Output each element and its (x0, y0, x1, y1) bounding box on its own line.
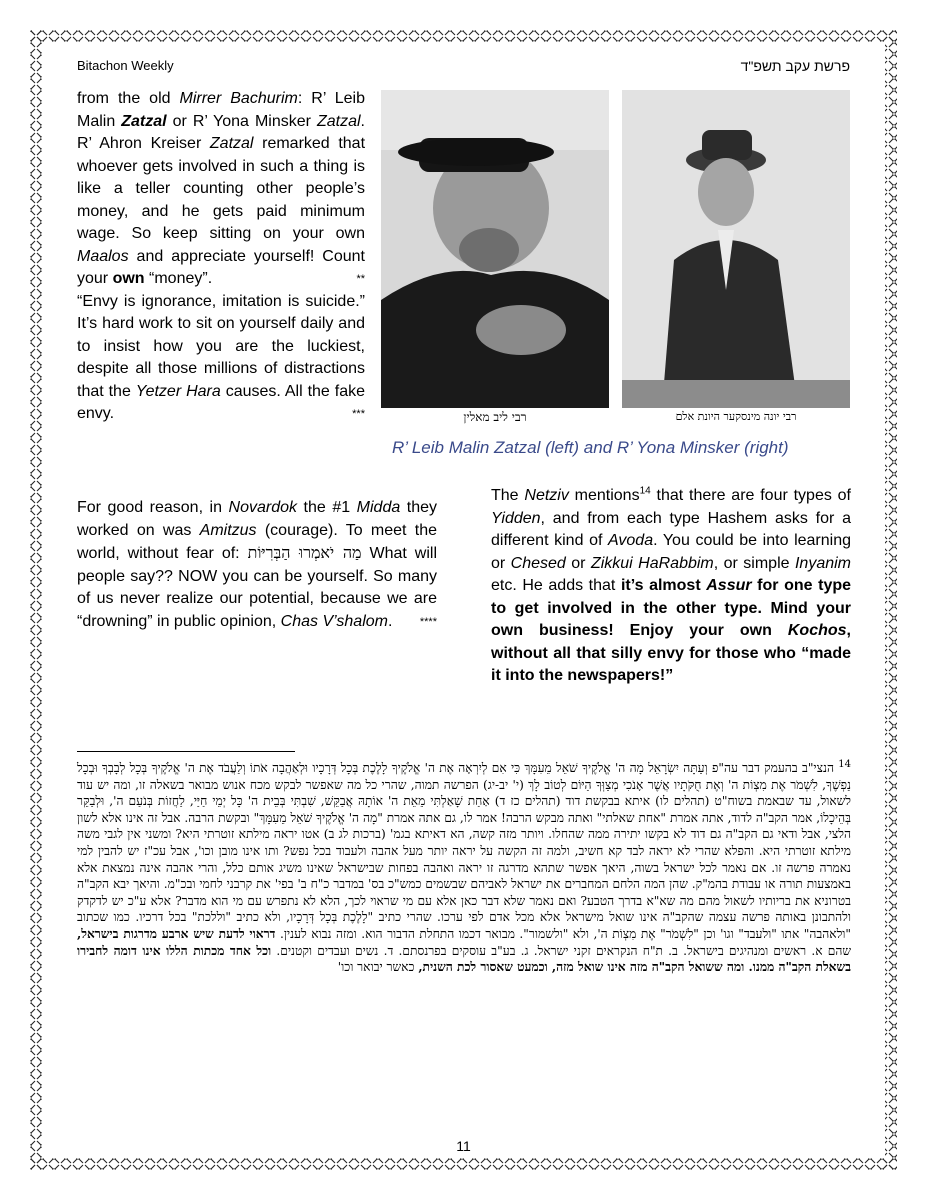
italic-term: Novardok (228, 499, 298, 516)
text-run: (courage). To meet the world, without fear of: (77, 521, 437, 562)
section-stars: **** (419, 615, 437, 628)
italic-term: Maalos (77, 247, 129, 265)
text-run: : R’ Leib Malin (77, 90, 365, 130)
text-run: or (565, 554, 591, 572)
text-run: causes. All the fake envy. (77, 382, 365, 422)
bold-italic-term: Assur (706, 577, 752, 594)
footnote-bold-text: דראוי לדעת שיש ארבע מדרגות בישראל, (77, 926, 276, 941)
text-run: . You could be into learning or (491, 532, 852, 572)
footnote-reference[interactable]: 14 (639, 485, 651, 497)
italic-term: Zatzal (121, 112, 167, 130)
page-number: 11 (456, 1138, 471, 1154)
italic-term: Avoda (608, 532, 654, 549)
italic-term: Midda (356, 499, 401, 516)
italic-term: Zikkui HaRabbim (590, 554, 714, 572)
footnote-bold-text: וכל אחד מכתות הללו אינו דומה לחבירו בשאלת הקב"ה ממנו. ומה ששואל הקב"ה מזה אינו שואל מזה, וכמעט שאסור לכת השנית, (77, 943, 851, 975)
text-run: the #1 (297, 499, 357, 516)
bold-term: own (112, 270, 145, 287)
bold-text: it’s almost (620, 577, 707, 594)
footnote-divider (77, 751, 295, 752)
paragraph (77, 291, 365, 426)
left-column-text (77, 88, 365, 426)
bold-italic-term: Kochos (787, 622, 847, 639)
footnote-text: שהם א. ראשים ומנהיגים בישראל. ב. ת"ח הנקראים זקני ישראל. ג. בע"ב עוסקים בפרנסתם. ד. נשים ועבדים וקטנים. (271, 943, 851, 958)
italic-term: Chesed (510, 554, 566, 572)
text-run: they worked on was (77, 499, 438, 539)
caption-right-hebrew: רבי יונה מינסקער היונת אלם (675, 410, 797, 423)
italic-term: Yetzer Hara (135, 382, 221, 400)
text-run: . R’ Ahron Kreiser (77, 112, 365, 152)
right-column-text (491, 485, 851, 688)
text-run: and appreciate yourself! Count your (77, 247, 365, 287)
text-run: For good reason, in (77, 499, 229, 516)
photo-rabbi-yona-minsker (622, 90, 850, 408)
portrait-illustration (622, 90, 850, 408)
caption-left-hebrew: רבי ליב מאלין (463, 410, 527, 424)
italic-term: Chas V’shalom (280, 612, 388, 630)
italic-term: Inyanim (794, 554, 852, 572)
text-run: remarked that whoever gets involved in such a thing is like a teller counting other people’s money, and he gets paid minimum wage. So keep sitting on your own (77, 135, 366, 242)
header-parsha-title: פרשת עקב תשפ"ד (740, 58, 850, 74)
footnote-text: כאשר יבואר וכו' (337, 960, 419, 975)
text-run: that there are four types of (650, 487, 852, 504)
footnote-14 (77, 760, 851, 976)
paragraph (77, 497, 437, 633)
italic-term: Zatzal (209, 135, 254, 152)
italic-term: Netziv (524, 487, 569, 504)
paragraph (491, 485, 851, 688)
text-run: . (387, 612, 393, 630)
text-run: What will people say?? NOW you can be yourself. So many of us never realize our potential, because we are “drowning” in public opinion, (77, 545, 438, 630)
text-run: etc. He adds that (491, 577, 621, 594)
text-run: or R’ Yona Minsker (166, 112, 317, 130)
header-publication-title: Bitachon Weekly (77, 58, 174, 73)
bold-text: , without all that silly envy for those who “made it into the newspapers!” (491, 622, 851, 684)
italic-term: Mirrer Bachurim (179, 90, 298, 107)
footnote-number: 14 (838, 758, 851, 770)
text-run: The (491, 487, 525, 504)
text-run: “Envy is ignorance, imitation is suicide.” It’s hard work to sit on yourself daily and to insist how you are the luckiest, despite all those millions of distractions that the (77, 292, 365, 400)
hebrew-quote: מַה יֹאמְרוּ הַבְּרִיּוֹת (247, 543, 362, 562)
text-run: from the old (77, 90, 180, 107)
text-run: mentions (568, 487, 640, 504)
text-run: , or simple (713, 554, 795, 572)
footnote-text: הנצי"ב בהעמק דבר עה"פ וְעַתָּה יִשְׂרָאֵל מָה ה' אֱלֹקֶיךָ שֹׁאֵל מֵעִמָּךְ כִּי אִם לְיִרְאָה אֶת ה' אֱלֹקֶיךָ לָלֶכֶת בְּכָל דְּרָכָיו וּלְאַהֲבָה אֹתוֹ וְלַעֲבֹד אֶת ה' אֱלֹקֶיךָ בְּכָל לְבָבְךָ וּבְכָל נַפְשֶׁךָ, לִשְׁמֹר אֶת מִצְוֹת ה' וְאֶת חֻקֹּתָיו אֲשֶׁר אָנֹכִי מְצַוְּךָ הַיּוֹם לְטוֹב לָךְ (י' יב-יג) הפרשה תמוה, שהרי כל מה שאפשר לבקש מכח אנוש מבואר בשאלה זו, ומה יש עוד לשאול, עד שבאמת בשוח"ט (תהלים לו) איתא בבקשת דוד (תהלים כז ד) אַחַת שָׁאַלְתִּי מֵאֵת ה' אוֹתָהּ אֲבַקֵּשׁ, שִׁבְתִּי בְּבֵית ה' כָּל יְמֵי חַיַּי, לַחֲזוֹת בְּנֹעַם ה', וּלְבַקֵּר בְּהֵיכָלוֹ, אמר הקב"ה לדוד, אתה אמרת "אחת שאלתי" ואתה מבקש הרבה! אמר לו, גם אתה אמרת "מָה ה' אֱלֹקֶיךָ שֹׁאֵל מֵעִמָּךְ" ובקשת הרבה. אבל זה אינו אלא לשון הלצי, אבל ודאי גם הקב"ה גם דוד לא בקשו יתירה ממה שהחלו. ויותר מזה קשה, הא דאיתא בגמ' (ברכות לג ב) אטו יראה מילתא זוטרתי היא? ומשני אין לגבי משה מילתא זוטרתי היא. והפלא שהרי לא יראה לבד קא חשיב, ולמה זה הקשה על יראה יותר מעל אהבה ולעבוד בכל נפש? ותו אינו מובן וכו', אבל עכ"ז יש להבין למי נאמרה פרשה זו. אם נאמר לכל ישראל בשוה, היאך אפשר שתהא מדרגה זו יראה ואהבה בפחות שבישראל שאינו משיג אותם כלל, והרי אהבה אינה נמצאת אלא באמצעות תורה או עבודת בהמ"ק. שהן המה הלחם המחברים את ישראל לאביהם שבשמים כמש"כ בס' במדבר כ"ח ב' בפי' את קרבני לחמי ובכ"מ. והיאך יבא הקב"ה בטרוניא את בריותיו לשאול מהם מה שא"א בדרך הטבע? ואם נאמר שלא דבר כאן אלא עם מי שראוי לכך, הלא לא נתפרש עם מי הוא מדבר? אלא ע"כ יש לדקדק ולהתבונן באותה פרשה עצמה שהקב"ה אינו שואל מישראל אלא מכל אדם לפי ערכו. שהרי כתיב "לָלֶכֶת בְּכָל דְּרָכָיו, ולא כתיב "וללכת" בכל דרכיו. כמו שכתוב "ולאהבה" אתו "ולעבד" וגו' וכן "לִשְׁמֹר" אֶת מִצְוֹת ה', ולא "ולשמור". מבואר דכמו התחלת הדבור הוא. ומזה נבוא לענין. (77, 761, 852, 941)
text-run: , and from each type Hashem asks for a different kind of (491, 509, 851, 549)
portrait-illustration (381, 90, 609, 408)
bold-text: for one type to get involved in the other type. Mind your own business! Enjoy your own (491, 577, 852, 639)
photo-rabbi-leib-malin (381, 90, 609, 408)
italic-term: Zatzal (316, 112, 361, 130)
section-stars: *** (352, 408, 365, 420)
photo-caption-english: R’ Leib Malin Zatzal (left) and R’ Yona Minsker (right) (392, 438, 789, 457)
italic-term: Yidden (491, 509, 541, 527)
paragraph (77, 88, 365, 291)
section-stars: ** (356, 273, 365, 285)
italic-term: Amitzus (199, 521, 257, 539)
left-column-bottom-text (77, 497, 437, 633)
text-run: “money”. (144, 270, 213, 287)
